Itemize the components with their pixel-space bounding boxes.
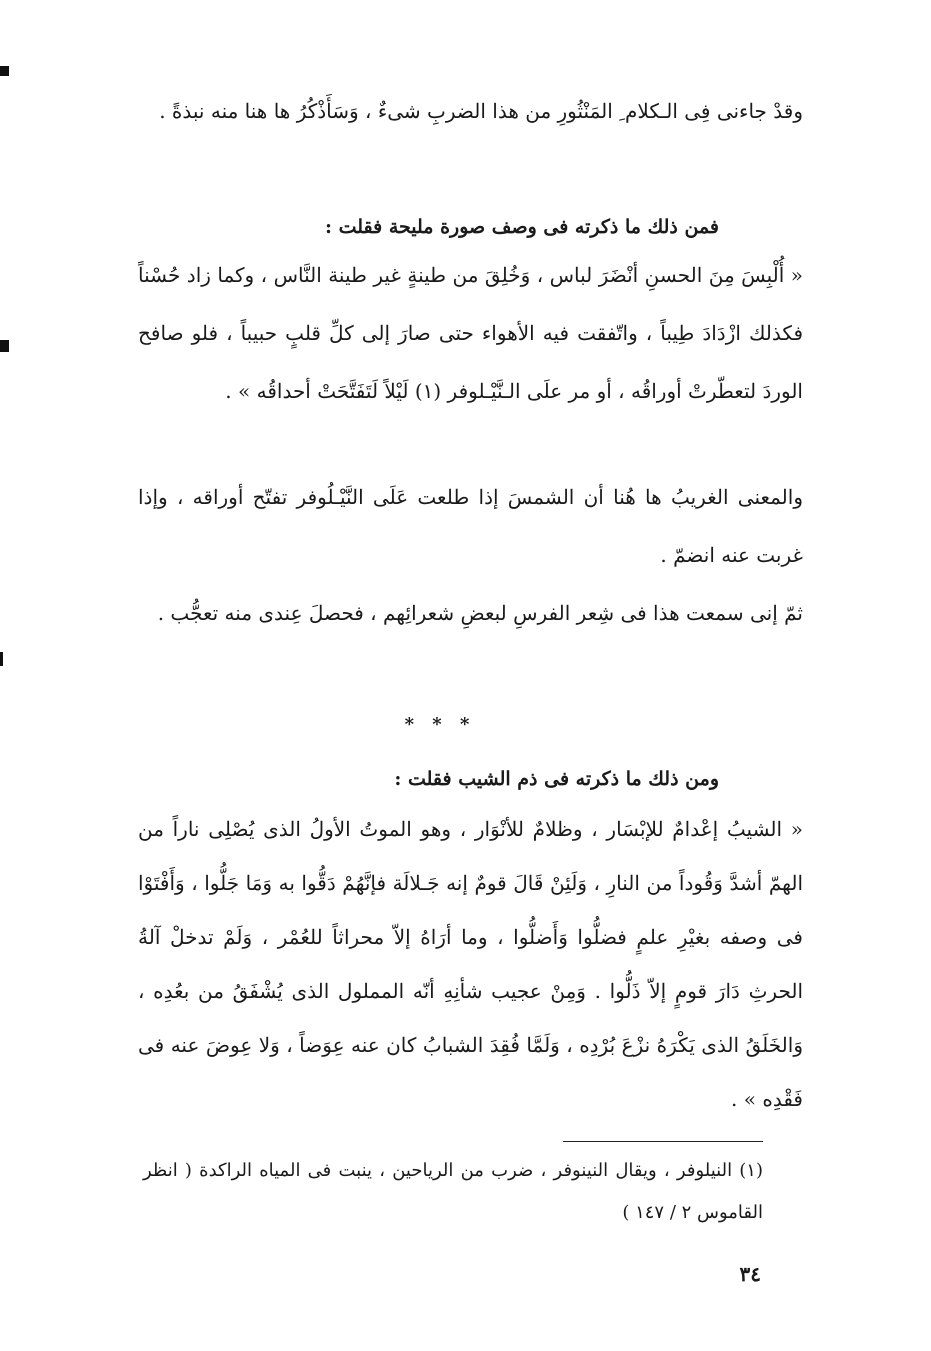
scan-edge-mark	[0, 340, 9, 352]
quote-paragraph-1: « أُلْبِسَ مِنَ الحسنِ أنْضَرَ لباس ، وَخُلِقَ من طينةٍ غير طينة النَّاس ، وكما زاد حُسْناً فكذلك ازْدَادَ طِيباً ، واتّفقت فيه الأهواء حتى صارَ إلى كلِّ قلبٍ حبيباً ، فلو صافح الوردَ لتعطّرتْ أوراقُه ، أو مر علَى الـنَّيْـلوفر (١) لَيْلاً لَتَفَتَّحَتْ أحداقُه » .	[138, 263, 803, 403]
intro-paragraph: وقدْ جاءنى فِى الـكلام ِ المَنْثُورِ من هذا الضربِ شىءٌ ، وَسَأَذْكُرُ ها هنا منه نبذةً .	[159, 99, 803, 123]
scan-edge-mark	[0, 66, 9, 76]
remark-paragraph: ثمّ إنى سمعت هذا فى شِعر الفرسِ لبعضِ شعرائِهم ، فحصلَ عِندى منه تعجُّب .	[157, 601, 803, 625]
quote-paragraph-2: « الشيبُ إعْدامٌ للإبْسَار ، وظلامٌ للأنْوَار ، وهو الموتُ الأولُ الذى يُصْلِى ناراً من الهمّ أشدَّ وَقُوداً من النارِ ، وَلَئِنْ قَالَ قومٌ إنه جَـلالَة فإنَّهُمْ دَقُّوا به وَمَا جَلُّوا ، وَأَفْتَوْا فى وصفه بغيْرِ علمٍ فضلُّوا وَأَضلُّوا ، وما أرَاهُ إلاّ محراثاً للعُمْر ، وَلَمْ تدخلْ آلةُ الحرثِ دَارَ قومٍ إلاّ ذَلُّوا . وَمِنْ عجيب شأنِهِ أنّه المملول الذى يُشْفَقُ من بعُدِه ، وَالخَلَقُ الذى يَكْرَهُ نزْعَ بُرْدِه ، وَلَمَّا فُقِدَ الشبابُ كان عنه عِوَضاً ، وَلا عِوضَ عنه فى فَقْدِه » .	[138, 817, 803, 1111]
section-heading-1: فمن ذلك ما ذكرته فى وصف صورة مليحة فقلت :	[324, 216, 719, 238]
footnote: (١) النيلوفر ، ويقال النينوفر ، ضرب من الرياحين ، ينبت فى المياه الراكدة ( انظر القاموس ٢ / ١٤٧ )	[143, 1160, 763, 1223]
scan-edge-mark	[0, 652, 3, 666]
section-separator: * * *	[404, 714, 476, 735]
footnote-divider	[563, 1141, 763, 1142]
section-heading-2: ومن ذلك ما ذكرته فى ذم الشيب فقلت :	[394, 768, 719, 790]
page-number: ٣٤	[739, 1262, 761, 1286]
explanation-paragraph: والمعنى الغريبُ ها هُنا أن الشمسَ إذا طلعت عَلَى النَّيْـلُوفر تفتّح أوراقه ، وإذا غربت عنه انضمّ .	[138, 485, 803, 567]
